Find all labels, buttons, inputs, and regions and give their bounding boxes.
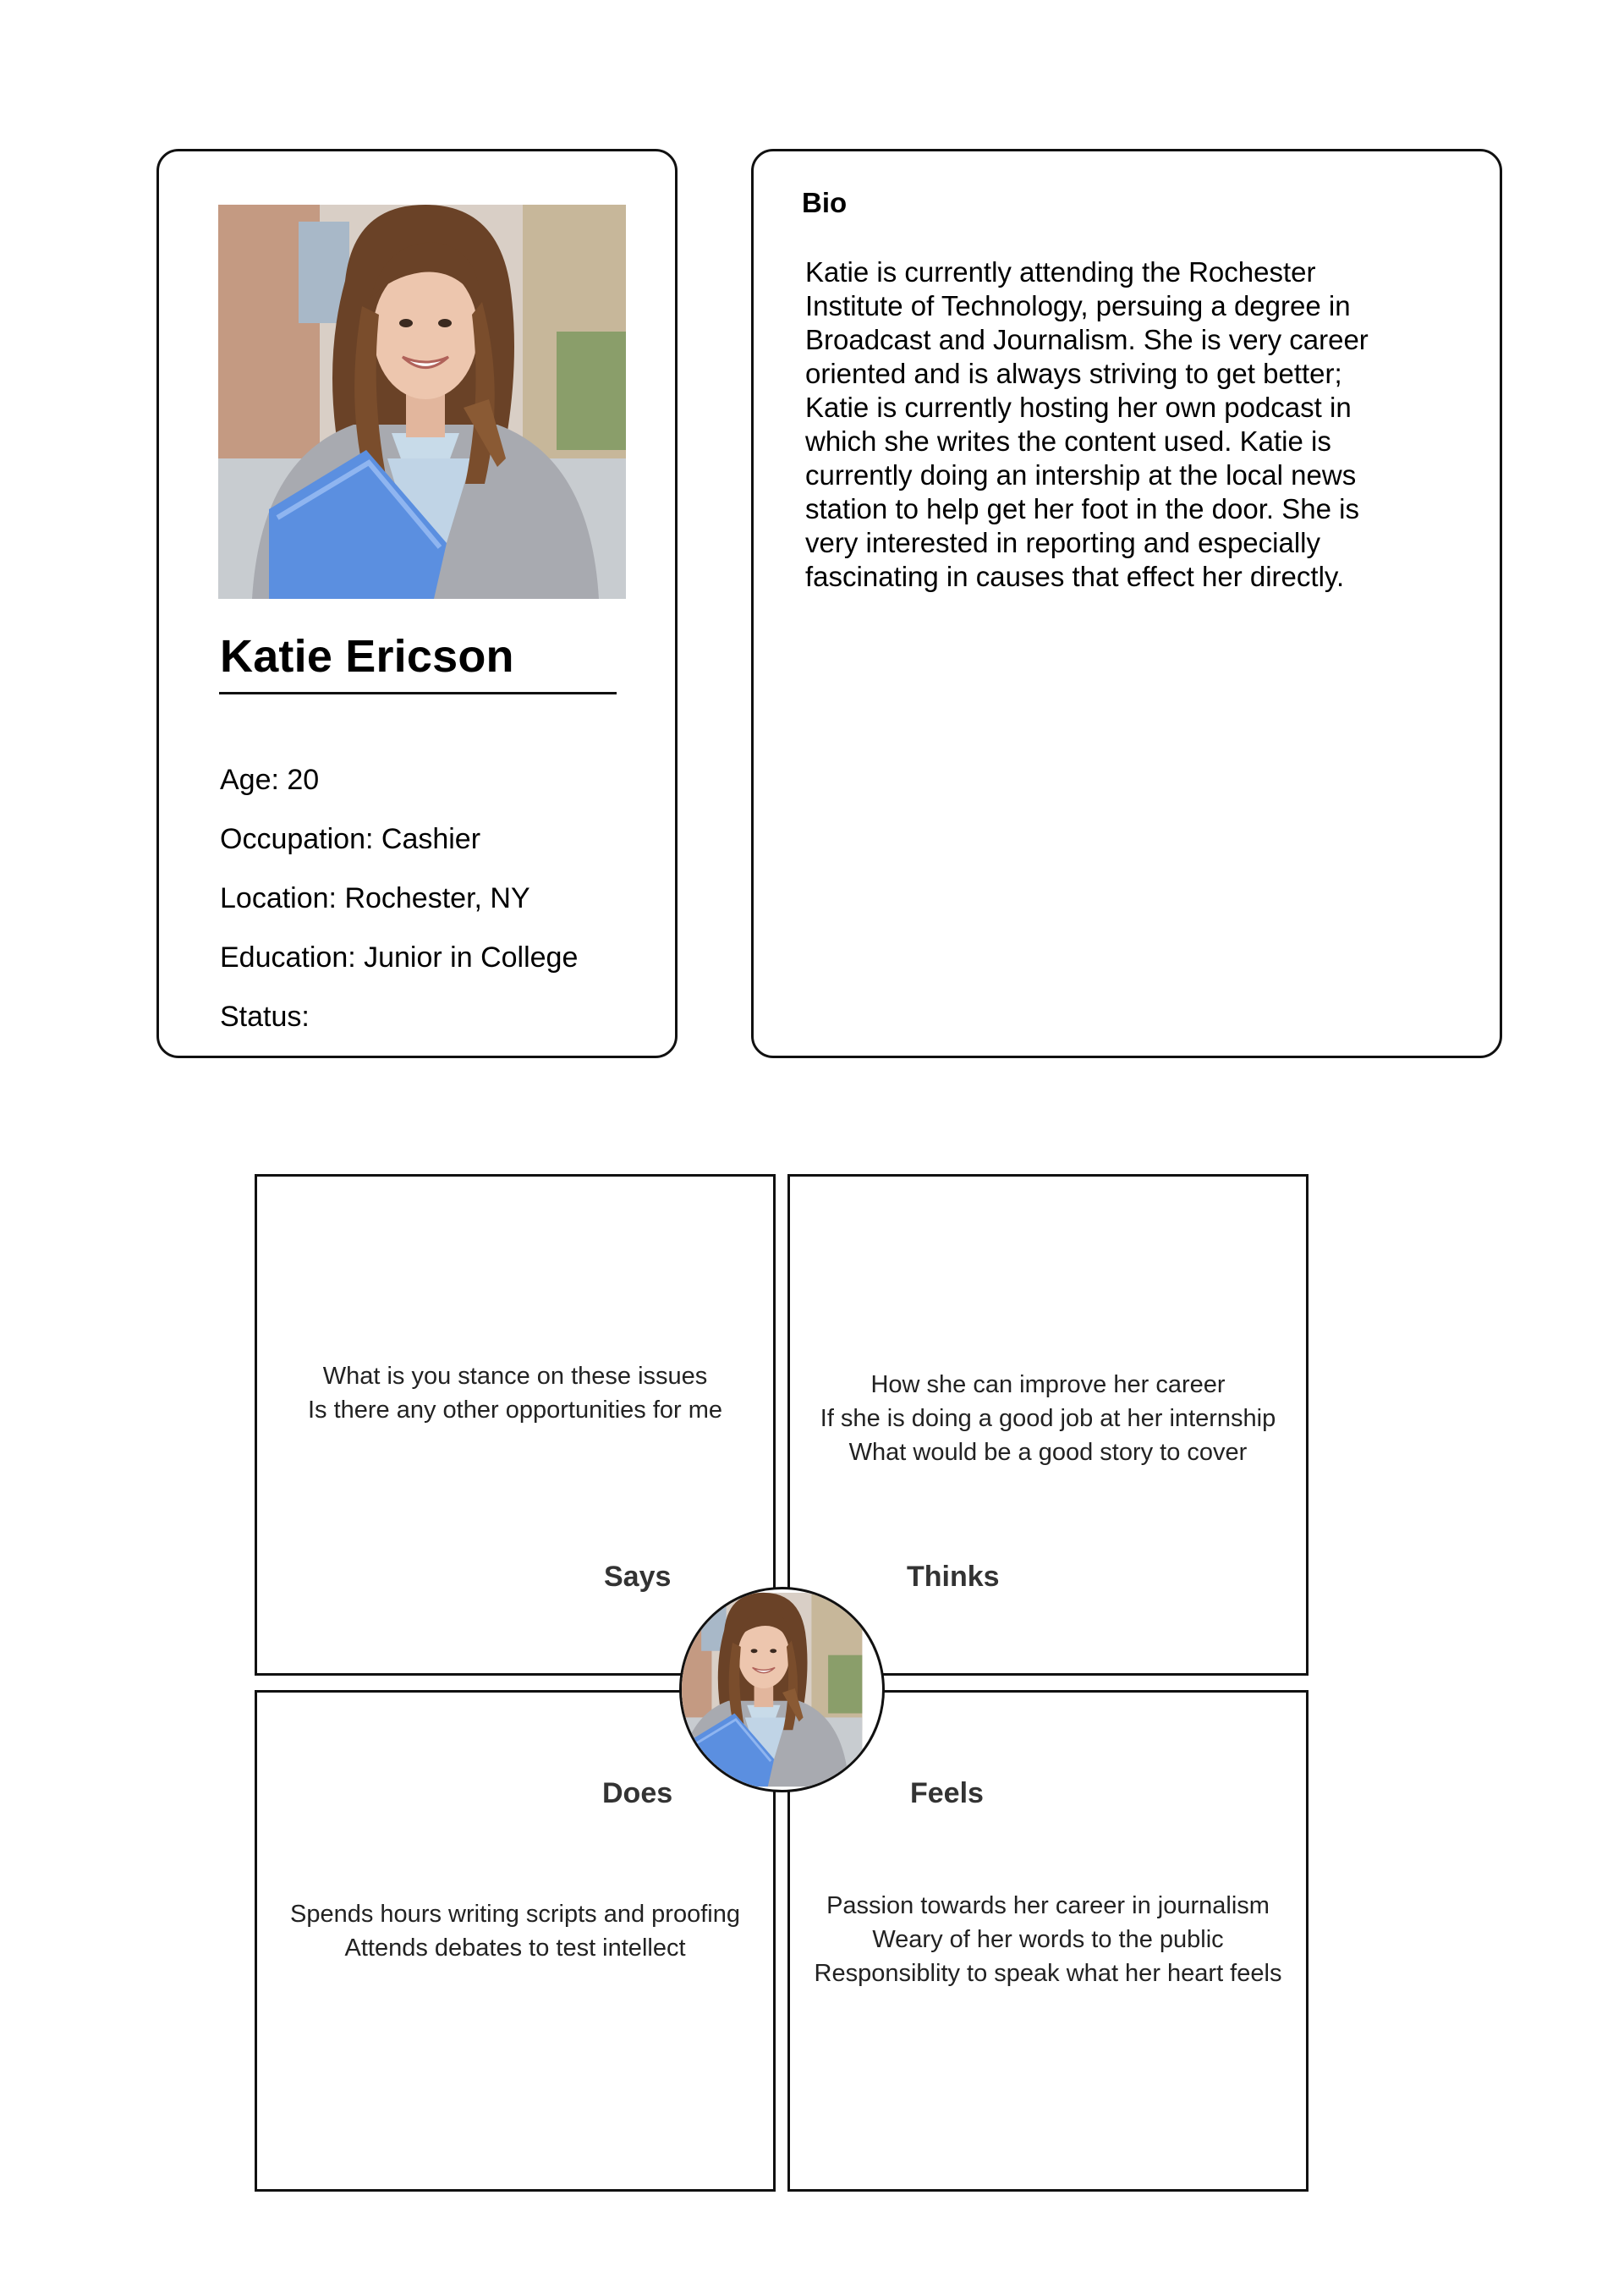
center-avatar bbox=[679, 1587, 885, 1792]
does-item: Spends hours writing scripts and proofing bbox=[290, 1901, 740, 1928]
fact-age: Age: 20 bbox=[220, 764, 320, 796]
fact-status: Status: bbox=[220, 1001, 310, 1033]
feels-label: Feels bbox=[910, 1777, 984, 1809]
feels-item: Passion towards her career in journalism bbox=[826, 1892, 1270, 1919]
fact-occupation: Occupation: Cashier bbox=[220, 823, 481, 855]
bio-line: Institute of Technology, persuing a degree in bbox=[805, 290, 1351, 321]
feels-item: Weary of her words to the public bbox=[872, 1926, 1224, 1953]
says-quadrant bbox=[255, 1174, 776, 1676]
profile-photo bbox=[218, 205, 626, 599]
person-name: Katie Ericson bbox=[220, 631, 514, 682]
profile-card bbox=[156, 149, 678, 1058]
bio-line: Katie is currently attending the Rochester bbox=[805, 256, 1316, 288]
does-item: Attends debates to test intellect bbox=[344, 1934, 686, 1962]
feels-item: Responsiblity to speak what her heart feels bbox=[814, 1960, 1282, 1987]
name-divider bbox=[219, 692, 617, 694]
says-item: Is there any other opportunities for me bbox=[307, 1397, 723, 1424]
bio-line: Katie is currently hosting her own podcast in bbox=[805, 392, 1352, 423]
does-label: Does bbox=[602, 1777, 673, 1809]
profile-facts bbox=[220, 750, 578, 1046]
bio-card bbox=[751, 149, 1502, 1058]
thinks-item: If she is doing a good job at her internship bbox=[820, 1405, 1276, 1432]
center-avatar-image bbox=[682, 1589, 882, 1790]
bio-line: station to help get her foot in the door. She is bbox=[805, 493, 1359, 524]
feels-quadrant bbox=[787, 1690, 1309, 2192]
says-list bbox=[257, 1359, 773, 1427]
says-item: What is you stance on these issues bbox=[322, 1363, 708, 1390]
says-label: Says bbox=[604, 1561, 672, 1593]
bio-line: which she writes the content used. Katie is bbox=[805, 425, 1331, 457]
thinks-item: What would be a good story to cover bbox=[848, 1439, 1248, 1466]
bio-heading: Bio bbox=[802, 187, 848, 218]
thinks-label: Thinks bbox=[907, 1561, 1000, 1593]
does-quadrant bbox=[255, 1690, 776, 2192]
thinks-quadrant bbox=[787, 1174, 1309, 1676]
bio-line: Broadcast and Journalism. She is very career bbox=[805, 324, 1369, 355]
bio-line: fascinating in causes that effect her directly. bbox=[805, 561, 1345, 592]
feels-list bbox=[790, 1889, 1306, 1990]
thinks-item: How she can improve her career bbox=[870, 1371, 1226, 1398]
thinks-list bbox=[790, 1368, 1306, 1469]
fact-location: Location: Rochester, NY bbox=[220, 882, 530, 914]
bio-line: very interested in reporting and especially bbox=[805, 527, 1321, 558]
bio-line: currently doing an intership at the local news bbox=[805, 459, 1357, 491]
does-list bbox=[257, 1897, 773, 1965]
bio-line: oriented and is always striving to get better; bbox=[805, 358, 1342, 389]
profile-photo-image bbox=[218, 205, 626, 599]
bio-text bbox=[805, 255, 1397, 594]
fact-education: Education: Junior in College bbox=[220, 941, 579, 974]
